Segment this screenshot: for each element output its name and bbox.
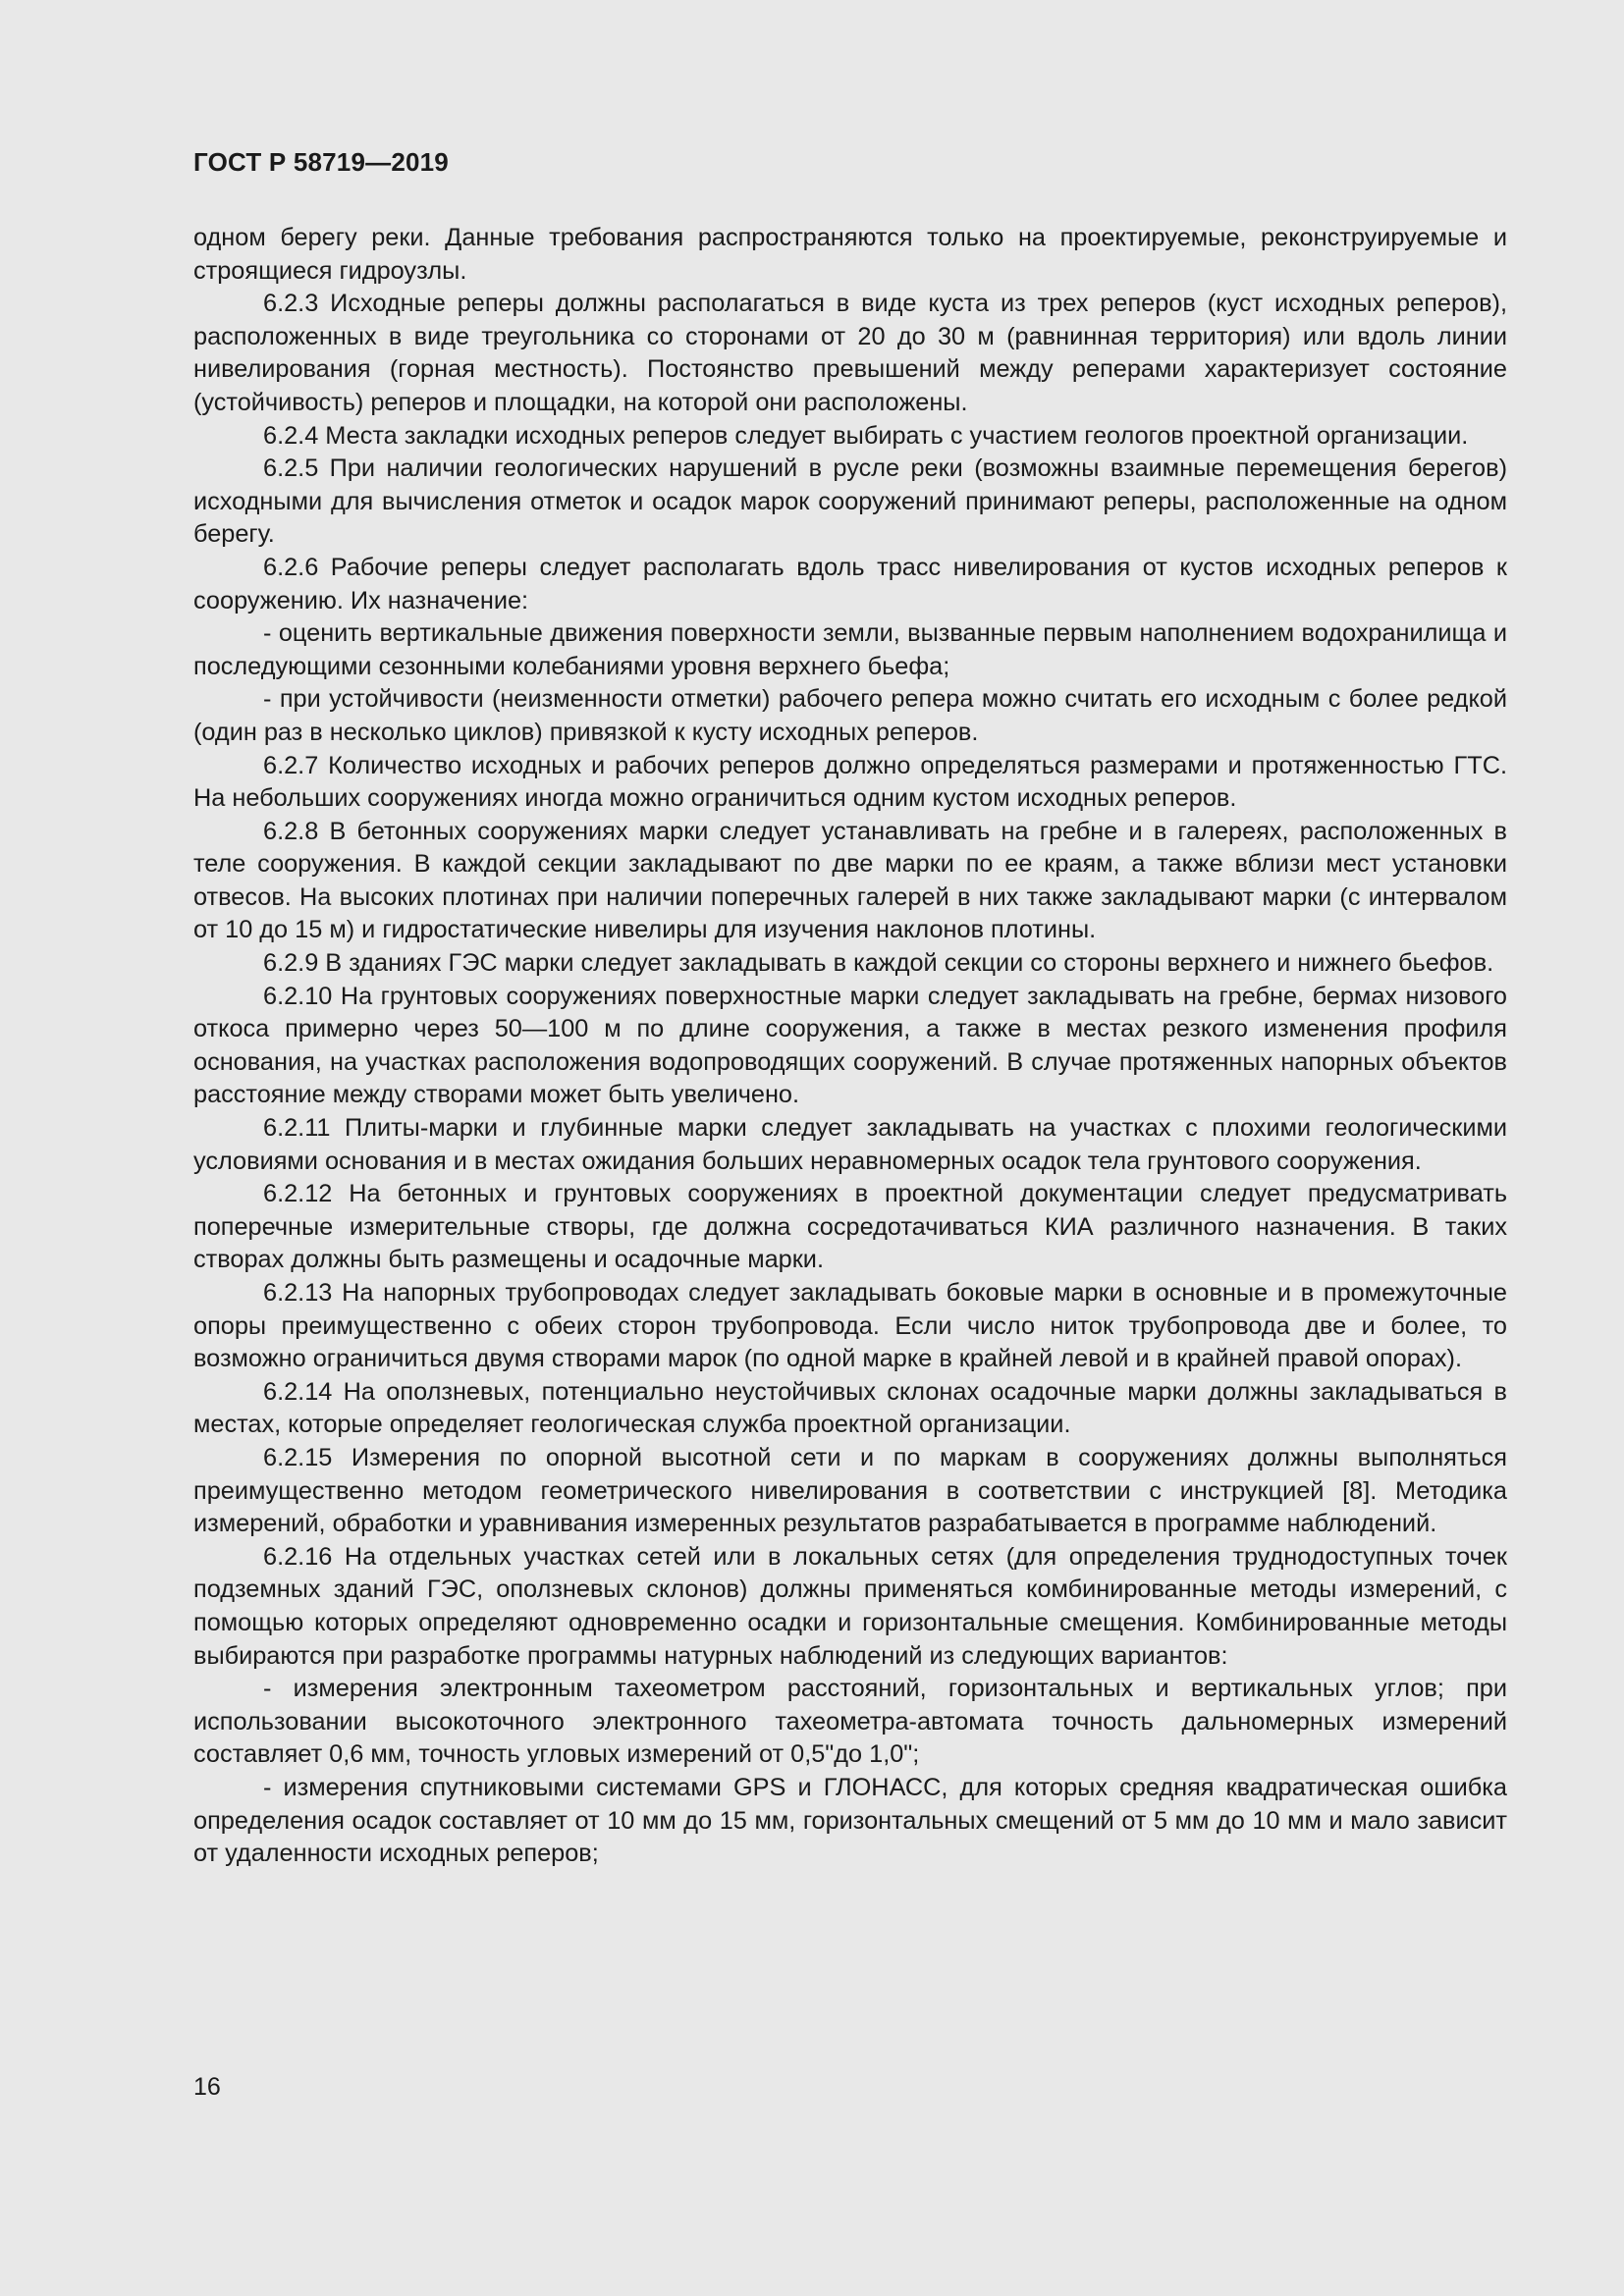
paragraph: одном берегу реки. Данные требования распространяются только на проектируемые, реконструируемые и строящиеся гидроузлы. [193, 224, 1507, 285]
paragraph: 6.2.12 На бетонных и грунтовых сооружениях в проектной документации следует предусматривать поперечные измерительные створы, где должна сосредотачиваться КИА различного назначения. В таких створах должны быть размещены и осадочные марки. [193, 1180, 1507, 1274]
list-item: - измерения спутниковыми системами GPS и ГЛОНАСС, для которых средняя квадратическая ошибка определения осадок составляет от 10 мм до 15 мм, горизонтальных смещений от 5 мм до 10 мм и мало зависит от удаленности исходных реперов; [193, 1773, 1507, 1868]
paragraph: 6.2.15 Измерения по опорной высотной сети и по маркам в сооружениях должны выполняться преимущественно методом геометрического нивелирования в соответствии с инструкцией [8]. Методика измерений, обработки и уравнивания измеренных результатов разрабатывается в программе наблюдений. [193, 1443, 1507, 1538]
paragraph: 6.2.7 Количество исходных и рабочих реперов должно определяться размерами и протяженностью ГТС. На небольших сооружениях иногда можно ограничиться одним кустом исходных реперов. [193, 751, 1507, 813]
paragraph: 6.2.13 На напорных трубопроводах следует закладывать боковые марки в основные и в промежуточные опоры преимущественно с обеих сторон трубопровода. Если число ниток трубопровода две и более, то возможно ограничиться двумя створами марок (по одной марке в крайней левой и в крайней правой опорах). [193, 1279, 1507, 1373]
list-item: - оценить вертикальные движения поверхности земли, вызванные первым наполнением водохранилища и последующими сезонными колебаниями уровня верхнего бьефа; [193, 619, 1507, 680]
paragraph: 6.2.10 На грунтовых сооружениях поверхностные марки следует закладывать на гребне, бермах низового откоса примерно через 50—100 м по длине сооружения, а также в местах резкого изменения профиля основания, на участках расположения водопроводящих сооружений. В случае протяженных напорных объектов расстояние между створами может быть увеличено. [193, 982, 1507, 1109]
paragraph: 6.2.4 Места закладки исходных реперов следует выбирать с участием геологов проектной организации. [263, 421, 1469, 450]
paragraph: 6.2.16 На отдельных участках сетей или в локальных сетях (для определения труднодоступных точек подземных зданий ГЭС, оползневых склонов) должны применяться комбинированные методы измерений, с помощью которых определяют одновременно осадки и горизонтальные смещения. Комбинированные методы выбираются при разработке программы натурных наблюдений из следующих вариантов: [193, 1542, 1507, 1670]
paragraph: 6.2.9 В зданиях ГЭС марки следует закладывать в каждой секции со стороны верхнего и нижнего бьефов. [263, 949, 1494, 978]
standard-header: ГОСТ Р 58719—2019 [193, 147, 449, 177]
paragraph: 6.2.11 Плиты-марки и глубинные марки следует закладывать на участках с плохими геологическими условиями основания и в местах ожидания больших неравномерных осадок тела грунтового сооружения. [193, 1114, 1507, 1175]
paragraph: 6.2.14 На оползневых, потенциально неустойчивых склонах осадочные марки должны закладываться в местах, которые определяет геологическая служба проектной организации. [193, 1377, 1507, 1439]
list-item: - измерения электронным тахеометром расстояний, горизонтальных и вертикальных углов; при использовании высокоточного электронного тахеометра-автомата точность дальномерных измерений составляет 0,6 мм, точность угловых измерений от 0,5"до 1,0"; [193, 1675, 1507, 1769]
body-text [193, 222, 1507, 1871]
paragraph: 6.2.8 В бетонных сооружениях марки следует устанавливать на гребне и в галереях, расположенных в теле сооружения. В каждой секции закладывают по две марки по ее краям, а также вблизи мест установки отвесов. На высоких плотинах при наличии поперечных галерей в них также закладывают марки (с интервалом от 10 до 15 м) и гидростатические нивелиры для изучения наклонов плотины. [193, 817, 1507, 944]
paragraph: 6.2.5 При наличии геологических нарушений в русле реки (возможны взаимные перемещения берегов) исходными для вычисления отметок и осадок марок сооружений принимают реперы, расположенные на одном берегу. [193, 454, 1507, 549]
paragraph: 6.2.3 Исходные реперы должны располагаться в виде куста из трех реперов (куст исходных реперов), расположенных в виде треугольника со сторонами от 20 до 30 м (равнинная территория) или вдоль линии нивелирования (горная местность). Постоянство превышений между реперами характеризует состояние (устойчивость) реперов и площадки, на которой они расположены. [193, 290, 1507, 416]
page-number: 16 [193, 2073, 221, 2101]
paragraph: 6.2.6 Рабочие реперы следует располагать вдоль трасс нивелирования от кустов исходных реперов к сооружению. Их назначение: [193, 553, 1507, 614]
list-item: - при устойчивости (неизменности отметки) рабочего репера можно считать его исходным с более редкой (один раз в несколько циклов) привязкой к кусту исходных реперов. [193, 685, 1507, 746]
